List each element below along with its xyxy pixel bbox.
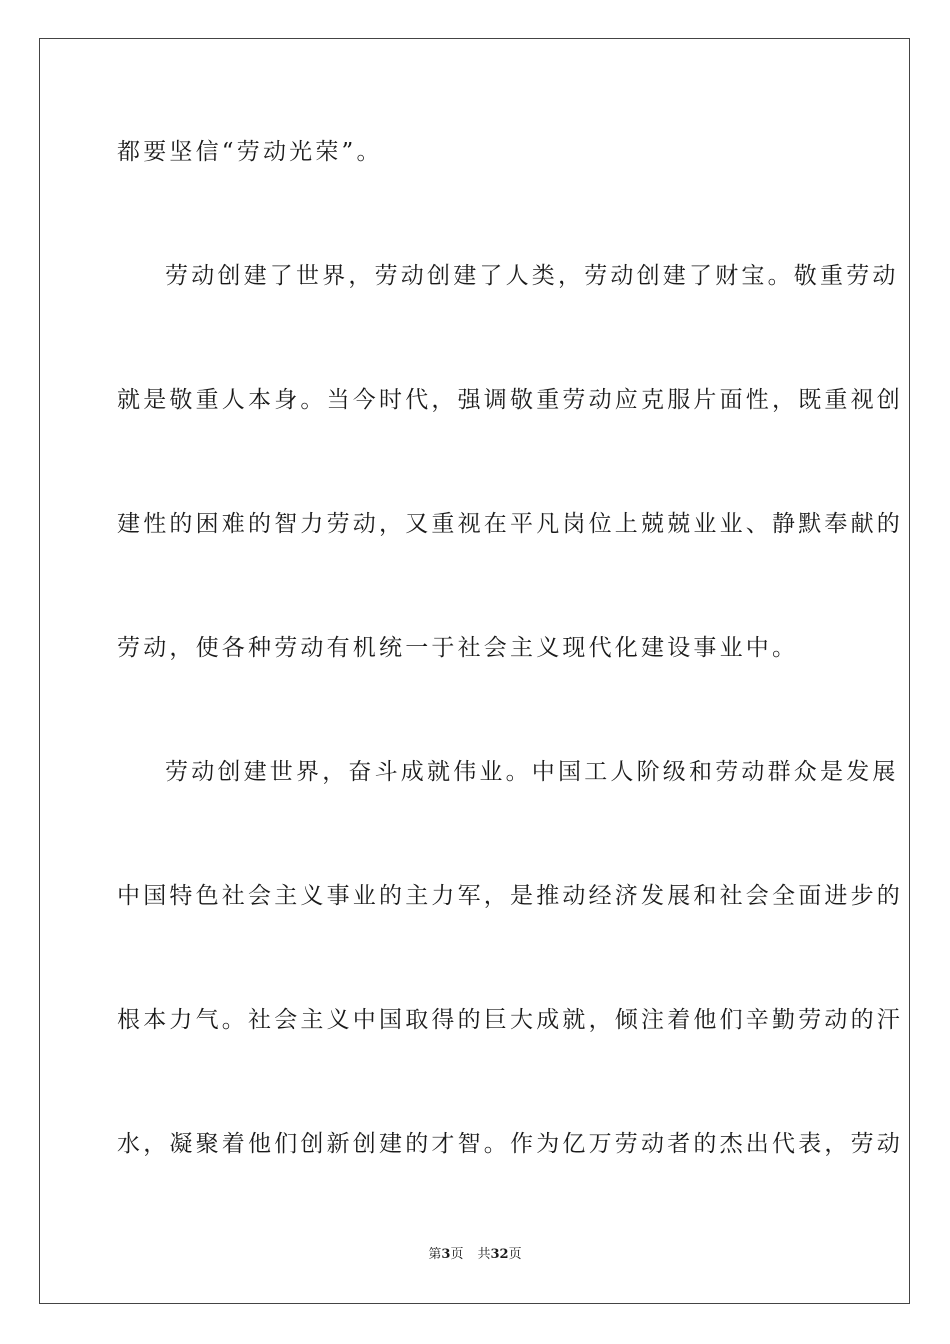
total-pages: 32 <box>490 1247 509 1262</box>
text-line: 就是敬重人本身。当今时代，强调敬重劳动应克服片面性，既重视创 <box>117 387 903 413</box>
page-footer <box>0 1246 950 1264</box>
text-line: 中国特色社会主义事业的主力军，是推动经济发展和社会全面进步的 <box>117 883 903 909</box>
page-frame <box>39 38 910 1304</box>
total-suffix: 页 <box>508 1247 522 1262</box>
text-line: 建性的困难的智力劳动，又重视在平凡岗位上兢兢业业、静默奉献的 <box>117 511 903 537</box>
paragraph-first-line: 劳动创建世界，奋斗成就伟业。中国工人阶级和劳动群众是发展 <box>165 759 899 785</box>
text-line: 劳动，使各种劳动有机统一于社会主义现代化建设事业中。 <box>117 635 799 661</box>
text-line: 根本力气。社会主义中国取得的巨大成就，倾注着他们辛勤劳动的汗 <box>117 1007 903 1033</box>
text-line: 都要坚信“劳动光荣”。 <box>117 139 383 165</box>
paragraph-first-line: 劳动创建了世界，劳动创建了人类，劳动创建了财宝。敬重劳动 <box>165 263 899 289</box>
text-line: 水，凝聚着他们创新创建的才智。作为亿万劳动者的杰出代表，劳动 <box>117 1131 903 1157</box>
total-prefix: 共 <box>477 1247 491 1262</box>
page-number: 3 <box>441 1247 451 1262</box>
page-suffix: 页 <box>450 1247 464 1262</box>
page-prefix: 第 <box>428 1247 442 1262</box>
